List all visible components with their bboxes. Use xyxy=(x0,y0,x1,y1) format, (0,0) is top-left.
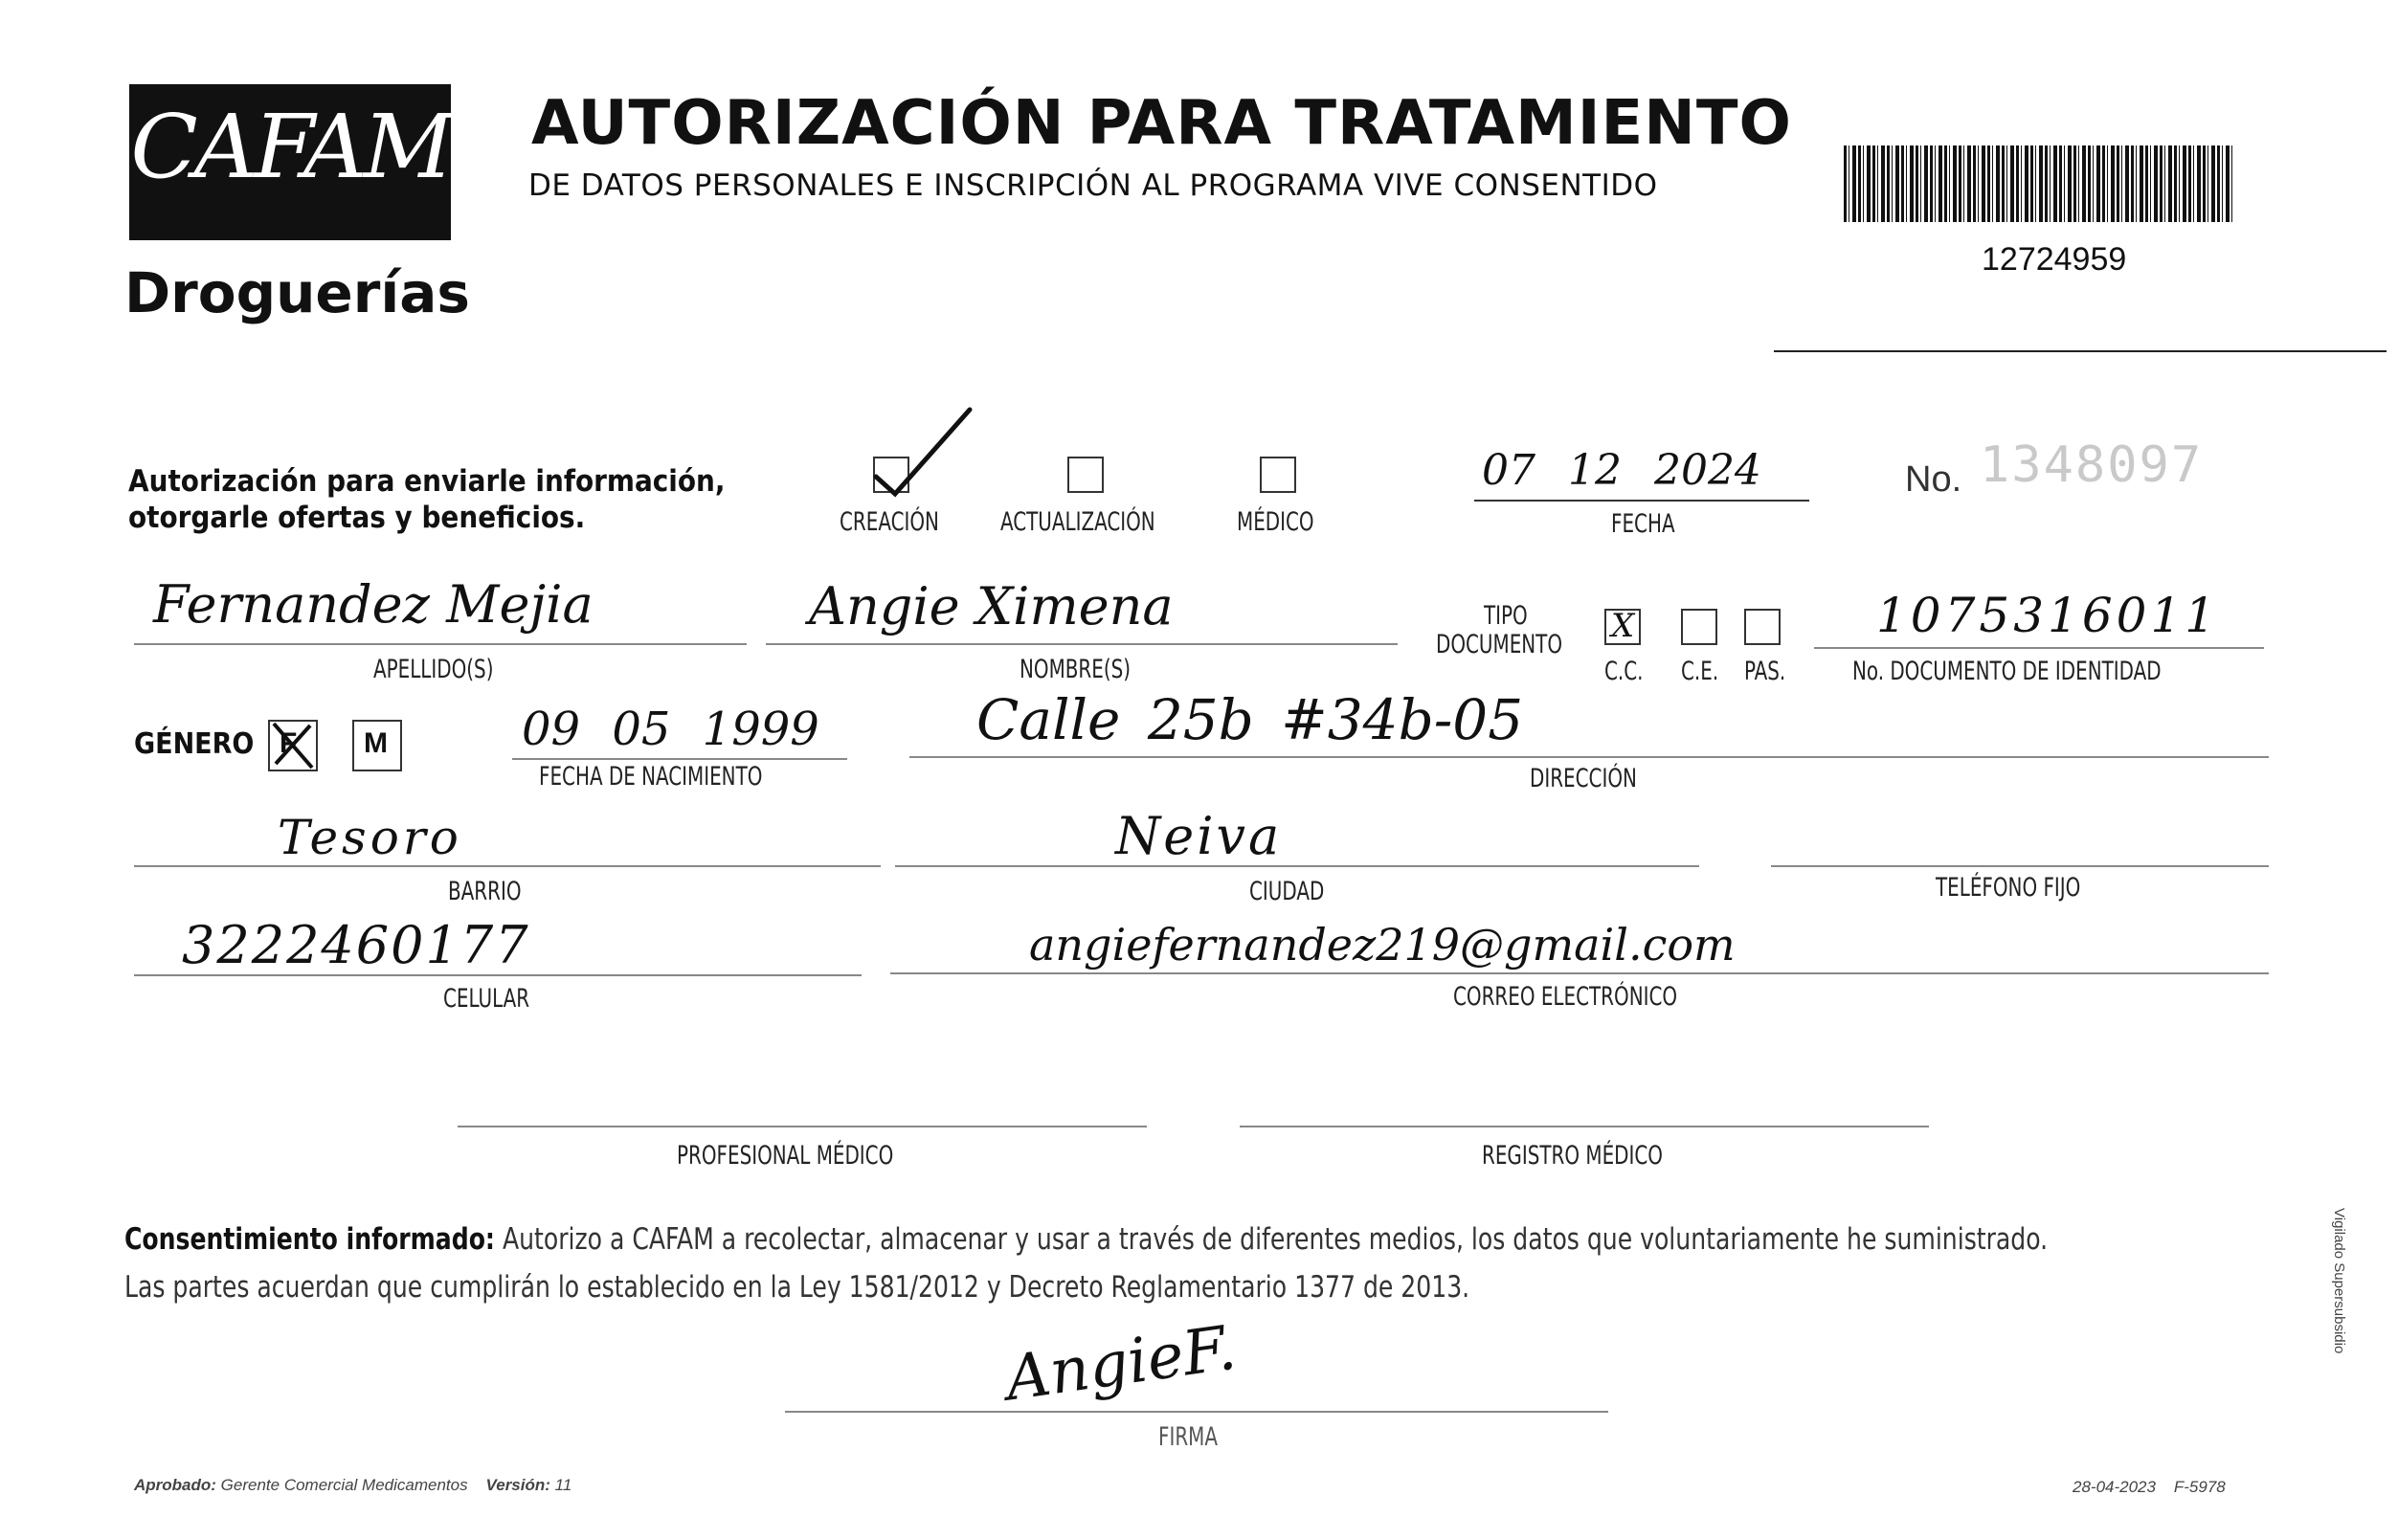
genero-m-label: M xyxy=(364,727,388,759)
profesional-line xyxy=(458,1126,1147,1127)
cc-label: C.C. xyxy=(1604,657,1644,686)
fecha-value[interactable]: 07 12 2024 xyxy=(1482,446,1761,495)
intro-text xyxy=(128,463,725,536)
apellidos-line xyxy=(134,643,747,645)
consent-text-2: Las partes acuerdan que cumplirán lo establecido en la Ley 1581/2012 y Decreto Reglamentario 1377 de 2013. xyxy=(124,1270,1470,1305)
fecha-nacimiento-label: FECHA DE NACIMIENTO xyxy=(539,762,763,792)
apellidos-value[interactable]: Fernandez Mejia xyxy=(153,574,594,635)
telefono-line xyxy=(1771,865,2269,867)
ce-label: C.E. xyxy=(1681,657,1719,686)
celular-label: CELULAR xyxy=(443,984,530,1014)
ciudad-label: CIUDAD xyxy=(1249,877,1325,906)
barrio-label: BARRIO xyxy=(448,877,522,906)
logo-text: CAFAM xyxy=(130,96,450,198)
signature-label: FIRMA xyxy=(1158,1422,1218,1452)
documento-value[interactable]: 1075316011 xyxy=(1876,588,2220,643)
pas-checkbox[interactable] xyxy=(1744,609,1781,645)
celular-value[interactable]: 3222460177 xyxy=(182,915,530,975)
fecha-nacimiento-line xyxy=(512,758,847,760)
side-text: Vigilado Supersubsidio xyxy=(2331,1208,2347,1354)
direccion-line xyxy=(909,756,2269,758)
form-title: AUTORIZACIÓN PARA TRATAMIENTO xyxy=(531,88,1792,159)
tipo-label-2: DOCUMENTO xyxy=(1436,630,1563,659)
fecha-nacimiento-value[interactable]: 09 05 1999 xyxy=(522,703,819,756)
genero-label: GÉNERO xyxy=(134,727,255,761)
version-label: Versión: xyxy=(485,1476,550,1494)
ce-checkbox[interactable] xyxy=(1681,609,1717,645)
barcode xyxy=(1844,145,2232,222)
intro-line-2: otorgarle ofertas y beneficios. xyxy=(128,501,586,535)
footer-approved xyxy=(134,1476,571,1495)
footer-meta xyxy=(2073,1478,2226,1497)
fecha-label: FECHA xyxy=(1611,509,1675,539)
direccion-value[interactable]: Calle 25b #34b-05 xyxy=(976,687,1524,752)
correo-label: CORREO ELECTRÓNICO xyxy=(1453,982,1678,1012)
intro-line-1: Autorización para enviarle información, xyxy=(128,464,726,499)
barrio-value[interactable]: Tesoro xyxy=(278,810,462,865)
barrio-line xyxy=(134,865,881,867)
cc-mark: X xyxy=(1611,607,1635,645)
direccion-label: DIRECCIÓN xyxy=(1530,764,1637,793)
aprobado-value: Gerente Comercial Medicamentos xyxy=(220,1476,468,1494)
nombres-value[interactable]: Angie Ximena xyxy=(809,576,1174,636)
version-value: 11 xyxy=(554,1476,572,1494)
registro-label: REGISTRO MÉDICO xyxy=(1482,1141,1663,1171)
ciudad-value[interactable]: Neiva xyxy=(1115,806,1283,866)
signature-value[interactable]: AngieF. xyxy=(1001,1312,1241,1416)
cross-icon xyxy=(264,716,322,773)
actualizacion-label: ACTUALIZACIÓN xyxy=(1000,507,1155,537)
pas-label: PAS. xyxy=(1744,657,1786,686)
side-vertical-text xyxy=(2326,1208,2355,1428)
tipo-label-1: TIPO xyxy=(1484,601,1528,631)
barcode-number: 12724959 xyxy=(1982,241,2127,278)
consent-heading: Consentimiento informado: xyxy=(124,1222,495,1257)
nombres-label: NOMBRE(S) xyxy=(1020,655,1132,684)
ciudad-line xyxy=(895,865,1699,867)
documento-label: No. DOCUMENTO DE IDENTIDAD xyxy=(1852,657,2162,686)
fecha-line xyxy=(1474,500,1809,502)
profesional-label: PROFESIONAL MÉDICO xyxy=(677,1141,894,1171)
divider xyxy=(1774,350,2387,352)
nombres-line xyxy=(766,643,1398,645)
correo-line xyxy=(890,972,2269,974)
telefono-label: TELÉFONO FIJO xyxy=(1936,873,2081,903)
celular-line xyxy=(134,974,862,976)
apellidos-label: APELLIDO(S) xyxy=(373,655,494,684)
number-stamp: 1348097 xyxy=(1980,436,2204,494)
number-label: No. xyxy=(1905,459,1962,500)
actualizacion-checkbox[interactable] xyxy=(1067,457,1104,493)
consent-paragraph xyxy=(124,1216,2288,1311)
medico-label: MÉDICO xyxy=(1237,507,1314,537)
creacion-label: CREACIÓN xyxy=(840,507,939,537)
registro-line xyxy=(1240,1126,1929,1127)
form-subtitle: DE DATOS PERSONALES E INSCRIPCIÓN AL PROGRAMA VIVE CONSENTIDO xyxy=(528,168,1658,203)
check-icon xyxy=(866,402,981,507)
aprobado-label: Aprobado: xyxy=(134,1476,216,1494)
consent-text-1: Autorizo a CAFAM a recolectar, almacenar y usar a través de diferentes medios, los datos que voluntariamente he suministrado. xyxy=(502,1222,2049,1257)
footer-date: 28-04-2023 xyxy=(2073,1478,2156,1496)
genero-f-letter: F xyxy=(280,727,298,759)
correo-value[interactable]: angiefernandez219@gmail.com xyxy=(1029,919,1736,971)
signature-line xyxy=(785,1411,1608,1413)
brand-subtitle: Droguerías xyxy=(124,260,470,325)
footer-code: F-5978 xyxy=(2173,1478,2226,1496)
documento-line xyxy=(1814,647,2264,649)
medico-checkbox[interactable] xyxy=(1260,457,1296,493)
